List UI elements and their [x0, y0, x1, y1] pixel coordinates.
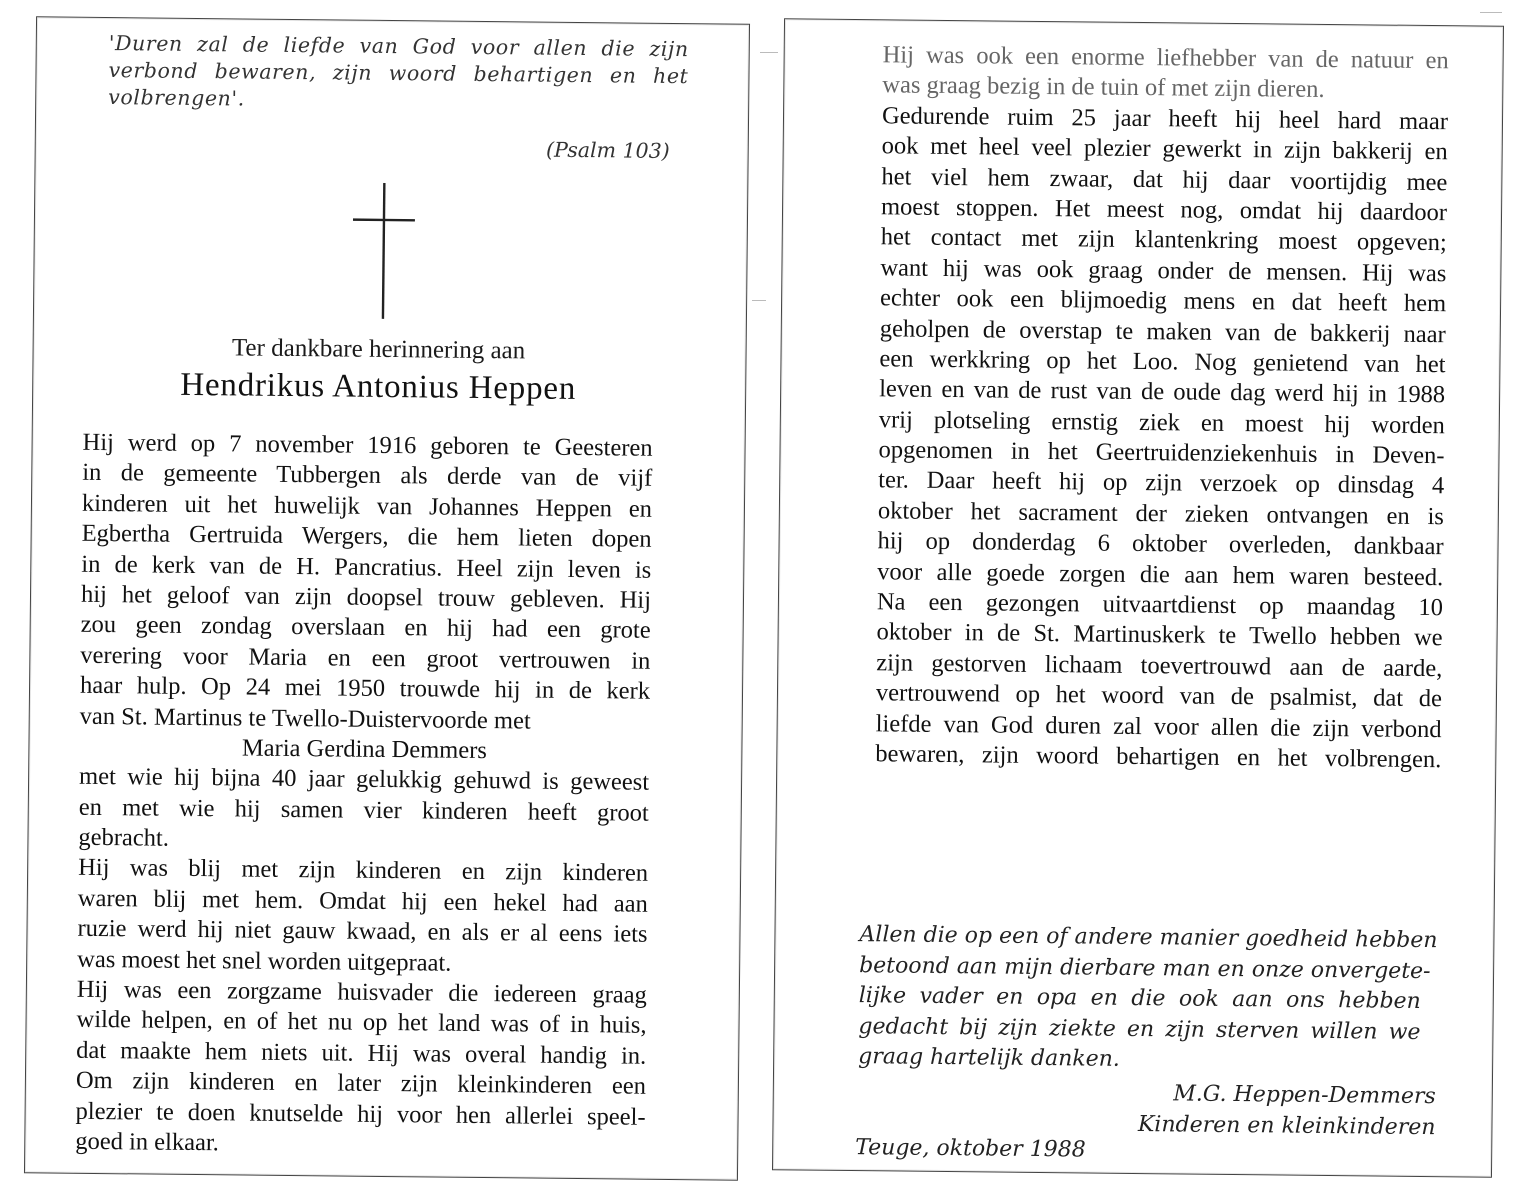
text-line: zou geen zondag overslaan en hij had een grote [80, 611, 651, 645]
text-line: was moest het snel worden uitgepraat. [77, 945, 452, 977]
signature-family: Kinderen en kleinkinderen [1137, 1112, 1436, 1141]
text-line: oktober in de St. Martinuskerk te Twello hebben we [876, 618, 1443, 652]
text-line: ruzie werd hij niet gauw kwaad, en als er al eens iets [77, 915, 648, 948]
text-line: Egbertha Gertruida Wergers, die hem lieten dopen [81, 519, 652, 553]
text-line: kinderen uit het huwelijk van Johannes Heppen en [81, 489, 653, 523]
signature-name: M.G. Heppen-Demmers [1173, 1081, 1436, 1110]
text-line: echter ook een blijmoedig mens en dat heeft hem [879, 284, 1447, 318]
psalm-reference: (Psalm 103) [545, 137, 670, 163]
text-line: hij het geloof van zijn doopsel trouw gebleven. Hij [80, 580, 652, 614]
text-line: wilde helpen, en of het nu op het land was of in huis, [76, 1006, 647, 1040]
text-line: gebracht. [78, 823, 170, 852]
text-line: Hij was een zorgzame huisvader die iedereen graag [76, 975, 648, 1009]
thank-you-note [858, 920, 1438, 1078]
text-line: in de gemeente Tubbergen als derde van de vijf [82, 459, 653, 493]
quote-line: 'Duren zal de liefde van God voor allen die zijn [108, 31, 689, 62]
text-line: het viel hem zwaar, dat hij daar voortijdig mee [881, 162, 1448, 196]
memorial-card-front [24, 16, 750, 1180]
text-line: Hij was ook een enorme liefhebber van de natuur en [882, 41, 1449, 75]
memorial-card-back [772, 18, 1504, 1177]
text-line: Gedurende ruim 25 jaar heeft hij heel hard maar [881, 102, 1449, 136]
thanks-line: gedacht bij zijn ziekte en zijn sterven willen we [858, 1013, 1421, 1045]
text-line: geholpen de overstap te maken van de bakkerij naar [879, 314, 1446, 348]
text-line: met wie hij bijna 40 jaar gelukkig gehuwd is geweest [78, 763, 650, 797]
text-line: in de kerk van de H. Pancratius. Heel zijn leven is [81, 550, 652, 584]
text-line: plezier te doen knutselde hij voor hen allerlei speel- [75, 1097, 646, 1131]
quote-line: volbrengen'. [108, 85, 245, 111]
text-line: van St. Martinus te Twello-Duistervoorde met [79, 702, 531, 735]
spouse-name: Maria Gerdina Demmers [241, 734, 488, 764]
text-line: haar hulp. Op 24 mei 1950 trouwde hij in de kerk [79, 671, 651, 705]
text-line: Hij werd op 7 november 1916 geboren te Geesteren [82, 428, 653, 462]
text-line: goed in elkaar. [75, 1127, 219, 1157]
text-line: leven en van de rust van de oude dag werd hij in 1988 [879, 375, 1446, 409]
text-line: ook met heel veel plezier gewerkt in zijn bakkerij en [881, 132, 1448, 166]
quote-line: verbond bewaren, zijn woord behartigen en het [108, 58, 689, 89]
biography-continued-text [875, 40, 1449, 775]
text-line: waren blij met hem. Omdat hij een hekel had aan [77, 884, 648, 918]
text-line: opgenomen in het Geertruidenziekenhuis in Deven- [878, 436, 1445, 470]
text-line: hij op donderdag 6 oktober overleden, dankbaar [877, 527, 1444, 561]
thanks-line: graag hartelijk danken. [858, 1044, 1120, 1072]
text-line: Om zijn kinderen en later zijn kleinkinderen een [75, 1066, 647, 1100]
text-line: een werkkring op het Loo. Nog genietend van het [879, 345, 1446, 379]
psalm-quote [108, 30, 689, 117]
text-line: zijn gestorven lichaam toevertrouwd aan de aarde, [876, 649, 1443, 683]
scan-mark [1480, 12, 1502, 13]
text-line: bewaren, zijn woord behartigen en het volbrengen. [875, 740, 1442, 774]
text-line: was graag bezig in de tuin of met zijn dieren. [882, 71, 1325, 104]
scan-mark [752, 300, 766, 301]
scan-mark [760, 52, 778, 53]
text-line: ter. Daar heeft hij op zijn verzoek op dinsdag 4 [878, 466, 1445, 500]
text-line: voor alle goede zorgen die aan hem waren besteed. [877, 557, 1444, 591]
text-line: Hij was blij met zijn kinderen en zijn kinderen [78, 854, 649, 888]
text-line: vertrouwend op het woord van de psalmist, dat de [875, 679, 1443, 713]
text-line: oktober het sacrament der zieken ontvangen en is [877, 497, 1445, 531]
text-line: en met wie hij samen vier kinderen heeft groot [78, 793, 649, 827]
deceased-name: Hendrikus Antonius Heppen [180, 366, 577, 407]
place-date: Teuge, oktober 1988 [855, 1135, 1086, 1163]
text-line: het contact met zijn klantenkring moest opgeven; [880, 223, 1447, 257]
text-line: liefde van God duren zal voor allen die zijn verbond [875, 709, 1442, 743]
text-line: verering voor Maria en een groot vertrouwen in [80, 641, 651, 675]
thanks-line: betoond aan mijn dierbare man en onze onvergete- [859, 952, 1431, 984]
text-line: dat maakte hem niets uit. Hij was overal handig in. [76, 1036, 647, 1070]
cross-icon [352, 183, 415, 320]
biography-text [75, 428, 653, 1163]
remembrance-intro: Ter dankbare herinnering aan [231, 334, 526, 365]
thanks-line: Allen die op een of andere manier goedheid hebben [859, 922, 1438, 954]
text-line: want hij was ook graag onder de mensen. Hij was [880, 254, 1447, 287]
text-line: Na een gezongen uitvaartdienst op maandag 10 [876, 588, 1444, 622]
text-line: moest stoppen. Het meest nog, omdat hij daardoor [880, 193, 1448, 227]
thanks-line: lijke vader en opa en die ook aan ons hebben [858, 983, 1421, 1014]
text-line: vrij plotseling ernstig ziek en moest hij worden [878, 405, 1445, 439]
